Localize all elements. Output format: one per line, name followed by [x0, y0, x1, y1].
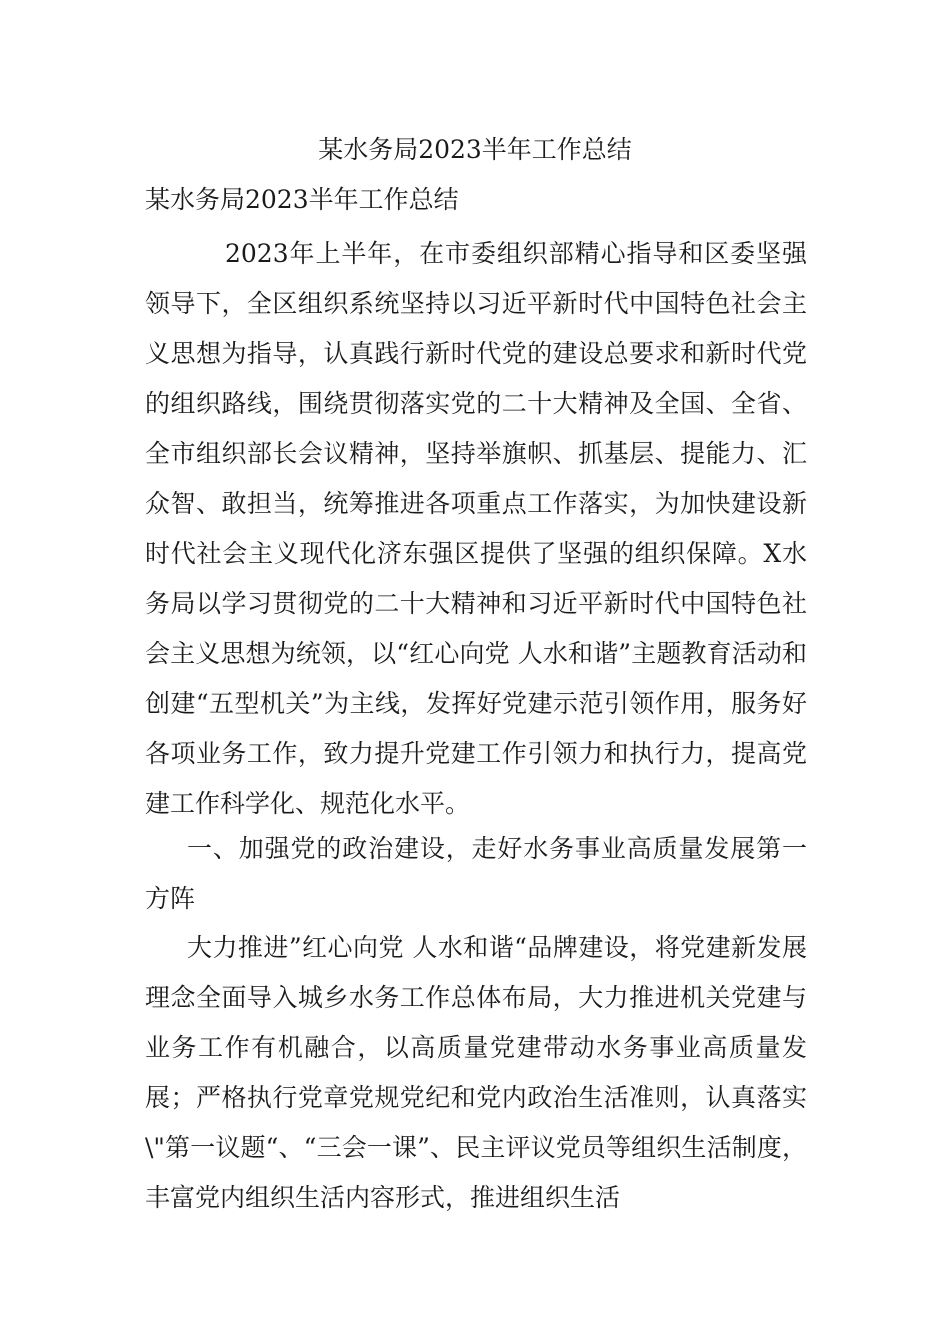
paragraph-section-one: 大力推进”红心向党 人水和谐“品牌建设，将党建新发展理念全面导入城乡水务工作总体布局，大力推进机关党建与业务工作有机融合，以高质量党建带动水务事业高质量发展；严格执行党章党规党纪和党内政治生活准则，认真落实\"第一议题“、“三会一课”、民主评议党员等组织生活制度，丰富党内组织生活内容形式，推进组织生活 — [145, 933, 807, 1212]
paragraph-intro: 2023年上半年，在市委组织部精心指导和区委坚强领导下，全区组织系统坚持以习近平新时代中国特色社会主义思想为指导，认真践行新时代党的建设总要求和新时代党的组织路线，围绕贯彻落实党的二十大精神及全国、全省、全市组织部长会议精神，坚持举旗帜、抓基层、提能力、汇众智、敢担当，统筹推进各项重点工作落实，为加快建设新时代社会主义现代化济东强区提供了坚强的组织保障。X水务局以学习贯彻党的二十大精神和习近平新时代中国特色社会主义思想为统领，以“红心向党 人水和谐”主题教育活动和创建“五型机关”为主线，发挥好党建示范引领作用，服务好各项业务工作，致力提升党建工作引领力和执行力，提高党建工作科学化、规范化水平。 — [145, 239, 807, 818]
document-subtitle: 某水务局2023半年工作总结 — [145, 185, 459, 214]
section-heading: 一、加强党的政治建设，走好水务事业高质量发展第一方阵 — [145, 834, 807, 913]
document-title: 某水务局2023半年工作总结 — [318, 135, 632, 164]
